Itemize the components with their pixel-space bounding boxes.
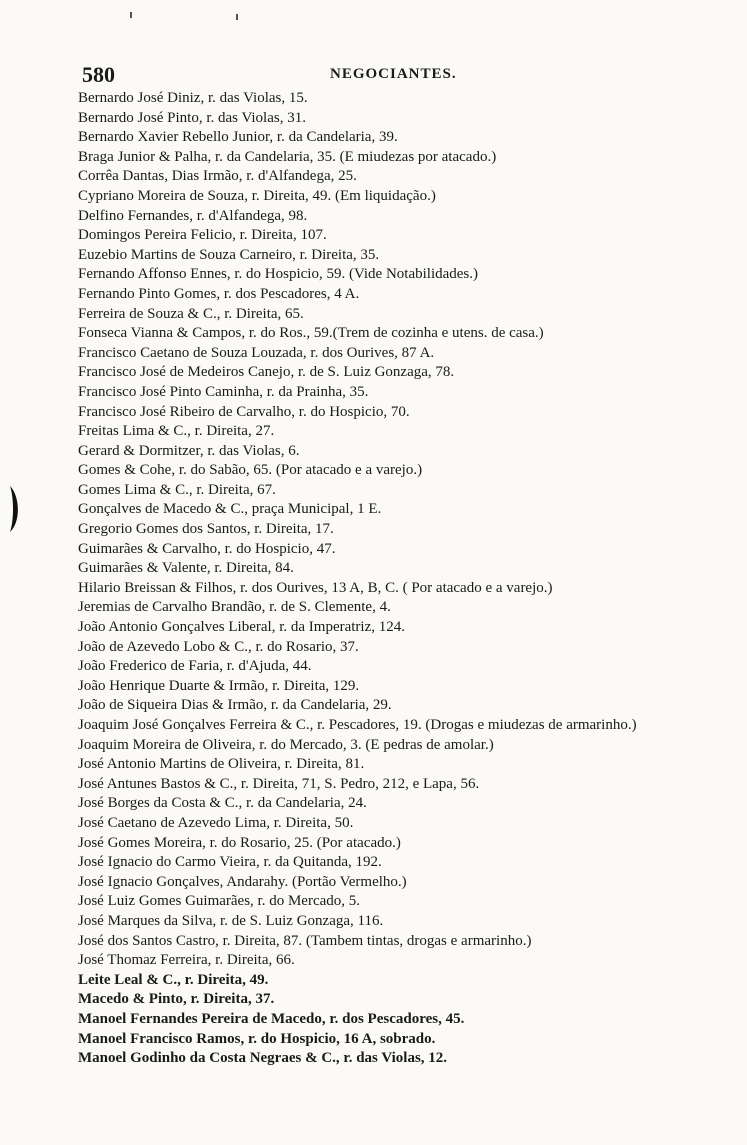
list-item: José Antunes Bastos & C., r. Direita, 71, S. Pedro, 212, e Lapa, 56.	[78, 775, 480, 792]
list-item: Domingos Pereira Felicio, r. Direita, 107.	[78, 227, 327, 244]
binding-mark-icon	[8, 484, 22, 534]
list-item: Bernardo José Diniz, r. das Violas, 15.	[78, 90, 308, 106]
list-item: João Henrique Duarte & Irmão, r. Direita, 129.	[78, 677, 360, 694]
list-item: Gomes Lima & C., r. Direita, 67.	[78, 481, 276, 498]
list-item: Joaquim José Gonçalves Ferreira & C., r. Pescadores, 19. (Drogas e miudezas de armarinho.)	[78, 717, 637, 733]
list-item: José Thomaz Ferreira, r. Direita, 66.	[78, 952, 295, 969]
list-item: Fonseca Vianna & Campos, r. do Ros., 59.(Trem de cozinha e utens. de casa.)	[78, 325, 544, 342]
list-item: Francisco José Pinto Caminha, r. da Prainha, 35.	[78, 383, 369, 400]
page-header	[82, 62, 692, 86]
list-item: Jeremias de Carvalho Brandão, r. de S. Clemente, 4.	[78, 599, 391, 616]
list-item: José Caetano de Azevedo Lima, r. Direita, 50.	[78, 814, 354, 831]
list-item: Francisco José de Medeiros Canejo, r. de S. Luiz Gonzaga, 78.	[78, 364, 455, 381]
list-item: Euzebio Martins de Souza Carneiro, r. Direita, 35.	[78, 246, 380, 263]
list-item: João de Azevedo Lobo & C., r. do Rosario, 37.	[78, 638, 359, 655]
list-item: Corrêa Dantas, Dias Irmão, r. d'Alfandega, 25.	[78, 168, 357, 185]
list-item: José Borges da Costa & C., r. da Candelaria, 24.	[78, 795, 367, 812]
list-item: José Ignacio Gonçalves, Andarahy. (Portão Vermelho.)	[78, 873, 407, 890]
list-item: João Frederico de Faria, r. d'Ajuda, 44.	[78, 658, 312, 675]
list-item: Gregorio Gomes dos Santos, r. Direita, 17.	[78, 521, 334, 538]
list-item: Delfino Fernandes, r. d'Alfandega, 98.	[78, 207, 308, 224]
list-item: Guimarães & Carvalho, r. do Hospicio, 47.	[78, 540, 336, 557]
list-item: Fernando Affonso Ennes, r. do Hospicio, 59. (Vide Notabilidades.)	[78, 266, 479, 283]
list-item: Gomes & Cohe, r. do Sabão, 65. (Por atacado e a varejo.)	[78, 462, 423, 479]
list-item: Leite Leal & C., r. Direita, 49.	[78, 971, 269, 988]
list-item: José Antonio Martins de Oliveira, r. Direita, 81.	[78, 756, 365, 773]
list-item: José Marques da Silva, r. de S. Luiz Gonzaga, 116.	[78, 912, 384, 929]
list-item: Gerard & Dormitzer, r. das Violas, 6.	[78, 442, 300, 459]
list-item: Guimarães & Valente, r. Direita, 84.	[78, 560, 294, 577]
merchant-list	[78, 89, 718, 1069]
list-item: Braga Junior & Palha, r. da Candelaria, 35. (E miudezas por atacado.)	[78, 148, 497, 165]
list-item: Hilario Breissan & Filhos, r. dos Ourives, 13 A, B, C. ( Por atacado e a varejo.)	[78, 579, 553, 596]
list-item: Francisco José Ribeiro de Carvalho, r. do Hospicio, 70.	[78, 403, 410, 420]
list-item: José dos Santos Castro, r. Direita, 87. (Tambem tintas, drogas e armarinho.)	[78, 932, 532, 949]
list-item: Manoel Godinho da Costa Negraes & C., r. das Violas, 12.	[78, 1050, 448, 1067]
list-item: Francisco Caetano de Souza Louzada, r. dos Ourives, 87 A.	[78, 344, 435, 361]
page-number: 580	[82, 62, 115, 87]
list-item: José Gomes Moreira, r. do Rosario, 25. (Por atacado.)	[78, 834, 401, 851]
list-item: Manoel Fernandes Pereira de Macedo, r. dos Pescadores, 45.	[78, 1010, 465, 1027]
list-item: Fernando Pinto Gomes, r. dos Pescadores, 4 A.	[78, 285, 360, 302]
list-item: Ferreira de Souza & C., r. Direita, 65.	[78, 305, 304, 322]
list-item: Gonçalves de Macedo & C., praça Municipal, 1 E.	[78, 501, 382, 518]
list-item: José Ignacio do Carmo Vieira, r. da Quitanda, 192.	[78, 854, 382, 871]
list-item: Bernardo José Pinto, r. das Violas, 31.	[78, 109, 306, 126]
list-item: Bernardo Xavier Rebello Junior, r. da Candelaria, 39.	[78, 129, 398, 146]
list-item: Joaquim Moreira de Oliveira, r. do Mercado, 3. (E pedras de amolar.)	[78, 736, 494, 753]
section-title: NEGOCIANTES.	[330, 66, 457, 82]
list-item: Freitas Lima & C., r. Direita, 27.	[78, 423, 275, 440]
list-item: João Antonio Gonçalves Liberal, r. da Imperatriz, 124.	[78, 619, 405, 636]
print-speck	[130, 12, 132, 18]
list-item: Macedo & Pinto, r. Direita, 37.	[78, 991, 275, 1008]
print-speck	[236, 14, 238, 20]
list-item: Cypriano Moreira de Souza, r. Direita, 49. (Em liquidação.)	[78, 187, 436, 204]
list-item: José Luiz Gomes Guimarães, r. do Mercado, 5.	[78, 893, 361, 910]
list-item: João de Siqueira Dias & Irmão, r. da Candelaria, 29.	[78, 697, 392, 714]
list-item: Manoel Francisco Ramos, r. do Hospicio, 16 A, sobrado.	[78, 1030, 436, 1047]
